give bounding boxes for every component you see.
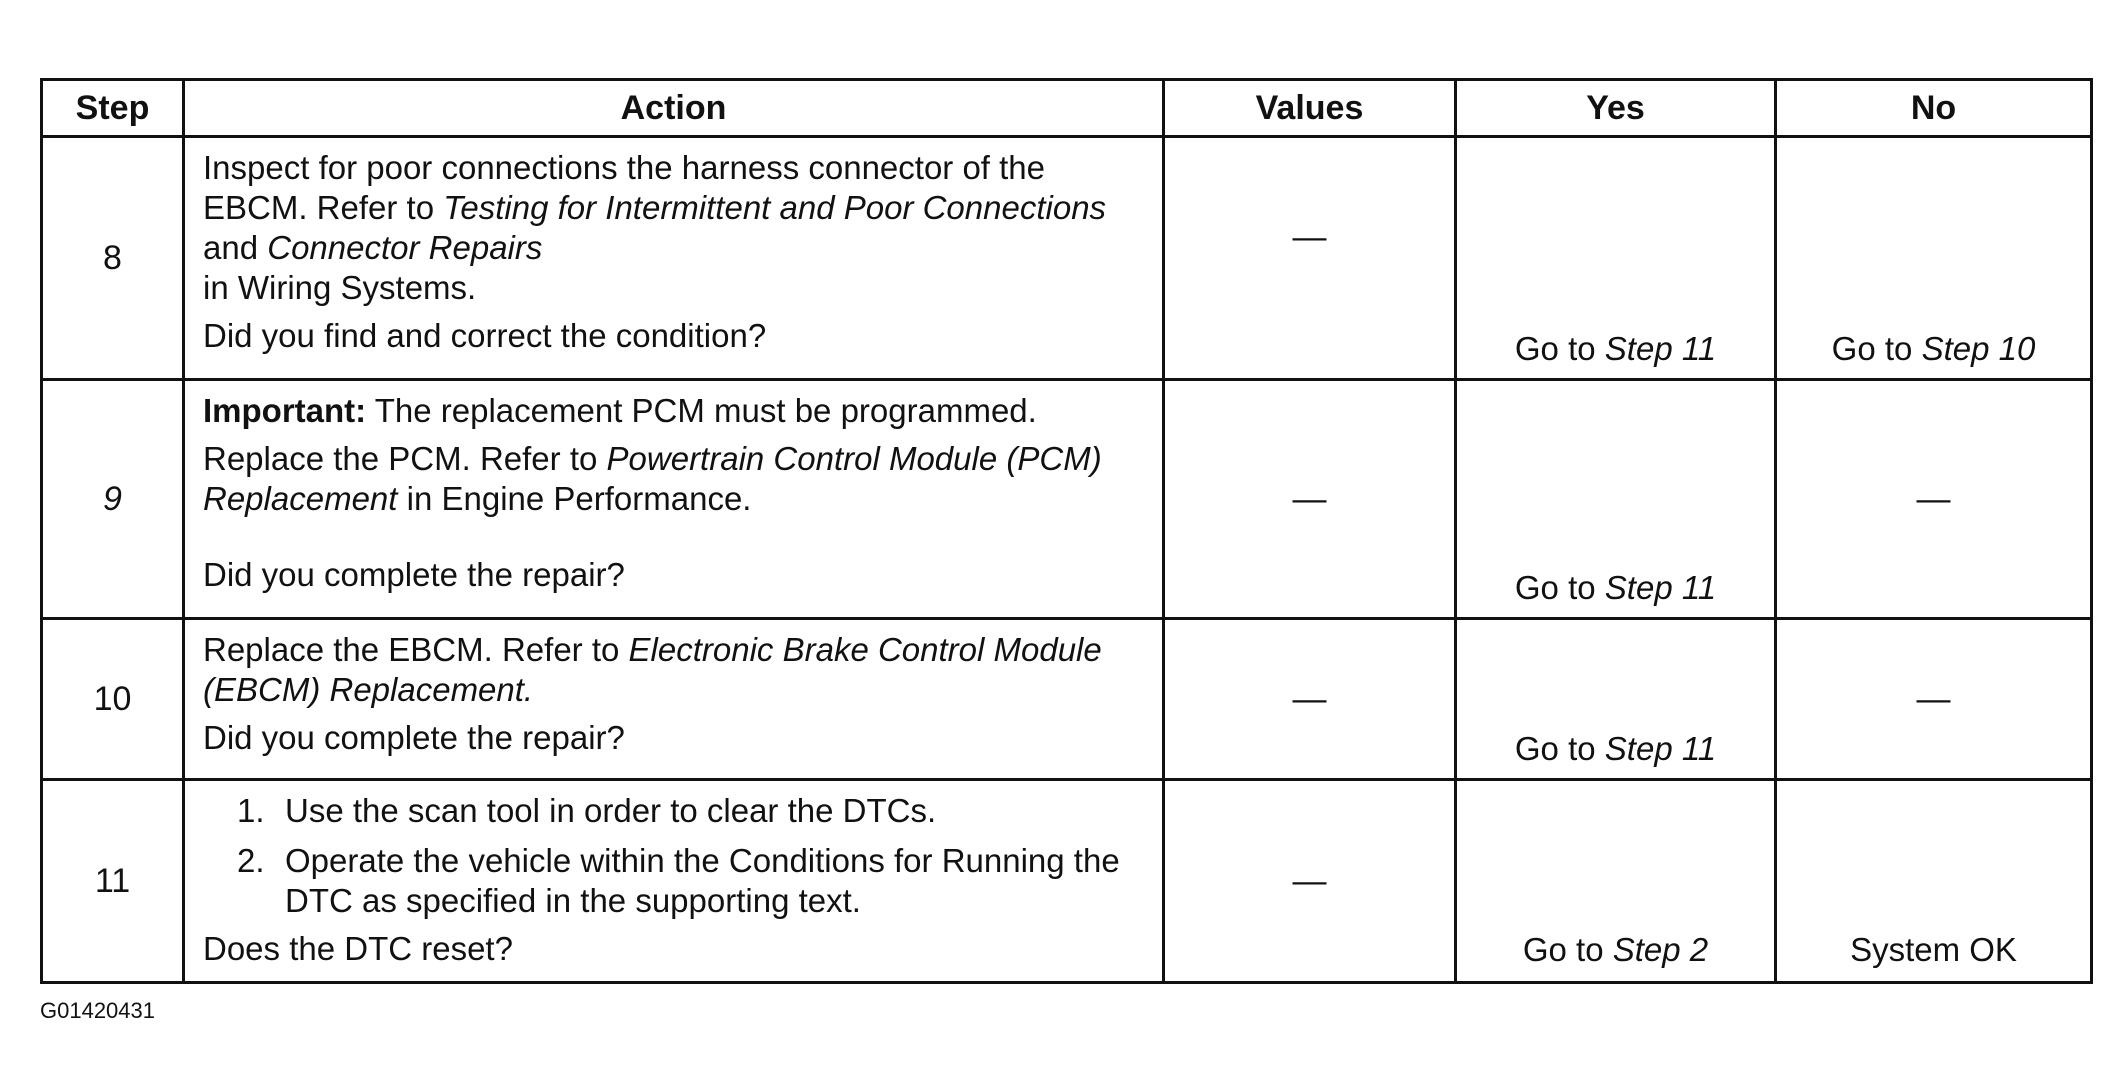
action-question: Did you complete the repair? (203, 719, 625, 756)
yes-result: Go to Step 2 (1522, 931, 1709, 968)
yes-cell (1456, 137, 1776, 380)
values-dash: — (1292, 679, 1327, 718)
no-cell (1776, 780, 2092, 983)
action-instruction: Inspect for poor connections the harness connector of the EBCM. Refer to Testing for Intermittent and Poor Connections and Connector Repairs in Wiring Systems. (203, 149, 1107, 306)
table-row-step-10 (42, 619, 2092, 780)
no-cell (1776, 619, 2092, 780)
list-item: 2. Operate the vehicle within the Conditions for Running the DTC as specified in the supporting text. (237, 842, 1120, 919)
table-row-step-11 (42, 780, 2092, 983)
action-question: Does the DTC reset? (203, 930, 513, 967)
action-cell (184, 137, 1164, 380)
header-row (42, 80, 2092, 137)
figure-code: G01420431 (40, 998, 155, 1023)
no-dash: — (1916, 679, 1951, 718)
action-cell (184, 380, 1164, 619)
reference-link: Connector Repairs (267, 229, 543, 266)
yes-cell (1456, 780, 1776, 983)
no-cell (1776, 137, 2092, 380)
action-cell (184, 619, 1164, 780)
header-values: Values (1164, 80, 1456, 137)
step-number: 11 (94, 861, 131, 900)
table-row-step-8 (42, 137, 2092, 380)
no-result: Go to Step 10 (1831, 330, 2036, 367)
procedure-list (203, 791, 1148, 921)
no-result: System OK (1850, 931, 2017, 968)
header-no: No (1776, 80, 2092, 137)
list-item: 1. Use the scan tool in order to clear the DTCs. (237, 792, 937, 829)
values-cell (1164, 380, 1456, 619)
yes-result: Go to Step 11 (1514, 330, 1717, 367)
diagnostic-table (40, 78, 2093, 984)
step-number: 10 (93, 679, 132, 718)
action-cell (184, 780, 1164, 983)
step-cell (42, 780, 184, 983)
values-cell (1164, 780, 1456, 983)
important-note: Important: The replacement PCM must be programmed. (203, 392, 1037, 429)
step-cell (42, 380, 184, 619)
yes-cell (1456, 619, 1776, 780)
reference-link: Electronic Brake Control Module (EBCM) Replacement. (203, 631, 1102, 708)
reference-link: Powertrain Control Module (PCM) Replacement (203, 440, 1102, 517)
yes-result: Go to Step 11 (1514, 569, 1717, 606)
values-dash: — (1292, 861, 1327, 900)
reference-link: Testing for Intermittent and Poor Connections (443, 189, 1107, 226)
step-cell (42, 137, 184, 380)
no-dash: — (1916, 479, 1951, 518)
values-cell (1164, 619, 1456, 780)
step-number: 9 (103, 479, 122, 518)
header-step: Step (42, 80, 184, 137)
step-number: 8 (103, 238, 122, 277)
no-cell (1776, 380, 2092, 619)
values-dash: — (1292, 479, 1327, 518)
header-action: Action (184, 80, 1164, 137)
action-question: Did you complete the repair? (203, 556, 625, 593)
action-instruction: Replace the PCM. Refer to Powertrain Control Module (PCM) Replacement in Engine Performance. (203, 440, 1102, 517)
header-yes: Yes (1456, 80, 1776, 137)
action-instruction: Replace the EBCM. Refer to Electronic Brake Control Module (EBCM) Replacement. (203, 631, 1102, 708)
values-cell (1164, 137, 1456, 380)
values-dash: — (1292, 218, 1327, 256)
yes-cell (1456, 380, 1776, 619)
action-question: Did you find and correct the condition? (203, 317, 767, 354)
yes-result: Go to Step 11 (1514, 730, 1717, 767)
table-row-step-9 (42, 380, 2092, 619)
step-cell (42, 619, 184, 780)
